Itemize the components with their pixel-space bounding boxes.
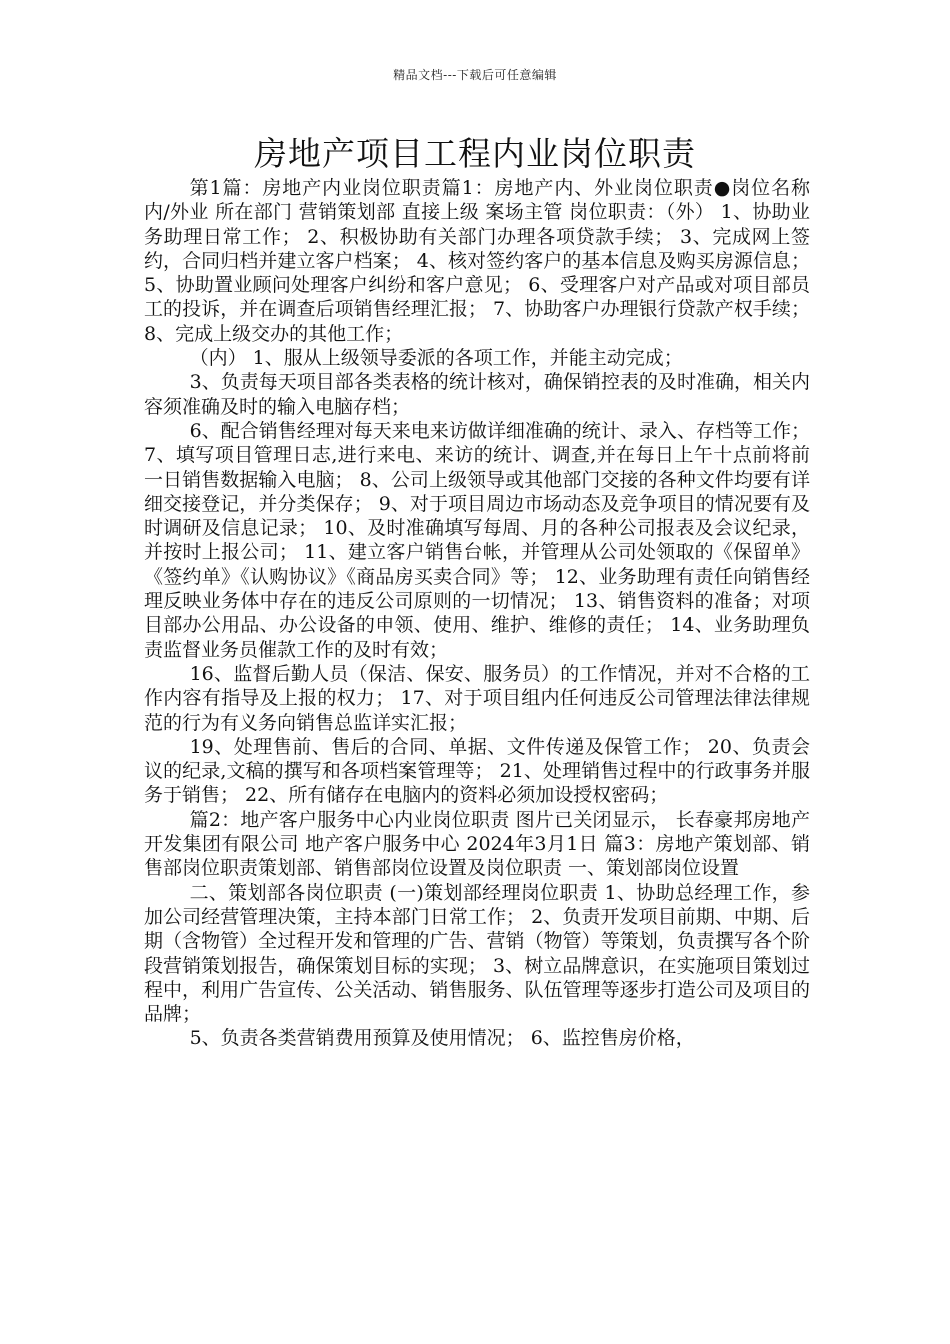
paragraph: 第1篇：房地产内业岗位职责篇1：房地产内、外业岗位职责●岗位名称 内/外业 所在部门 营销策划部 直接上级 案场主管 岗位职责：（外） 1、协助业务助理日常工作； 2、积极协助有关部门办理各项贷款手续； 3、完成网上签约，合同归档并建立客户档案； 4、核对签约客户的基本信息及购买房源信息； 5、协助置业顾问处理客户纠纷和客户意见； 6、受理客户对产品或对项目部员工的投诉，并在调查后项销售经理汇报； 7、协助客户办理银行贷款产权手续； 8、完成上级交办的其他工作； (144, 177, 810, 345)
paragraph: （内） 1、服从上级领导委派的各项工作，并能主动完成； (189, 347, 683, 370)
paragraph: 16、监督后勤人员（保洁、保安、服务员）的工作情况，并对不合格的工作内容有指导及上报的权力； 17、对于项目组内任何违反公司管理法律法律规范的行为有义务向销售总监详实汇报； (144, 662, 810, 734)
paragraph: 篇2：地产客户服务中心内业岗位职责 图片已关闭显示， 长春豪邦房地产开发集团有限公司 地产客户服务中心 2024年3月1日 篇3：房地产策划部、销售部岗位职责策划部、销售部岗位设置及岗位职责 一、策划部岗位设置 (144, 808, 810, 880)
paragraph: 5、负责各类营销费用预算及使用情况； 6、监控售房价格， (189, 1027, 695, 1050)
paragraph: 二、策划部各岗位职责 (一)策划部经理岗位职责 1、协助总经理工作，参加公司经营管理决策，主持本部门日常工作； 2、负责开发项目前期、中期、后期（含物管）全过程开发和管理的广告、营销（物管）等策划，负责撰写各个阶段营销策划报告，确保策划目标的实现； 3、树立品牌意识，在实施项目策划过程中，利用广告宣传、公关活动、销售服务、队伍管理等逐步打造公司及项目的品牌； (144, 881, 810, 1026)
paragraph: 19、处理售前、售后的合同、单据、文件传递及保管工作； 20、负责会议的纪录,文稿的撰写和各项档案管理等； 21、处理销售过程中的行政事务并服务于销售； 22、所有储存在电脑内的资料必须加设授权密码； (144, 735, 810, 807)
header-note: 精品文档---下载后可任意编辑 (393, 68, 557, 82)
paragraph: 3、负责每天项目部各类表格的统计核对，确保销控表的及时准确，相关内容须准确及时的输入电脑存档； (144, 371, 810, 418)
document-body (144, 176, 810, 1051)
paragraph: 6、配合销售经理对每天来电来访做详细准确的统计、录入、存档等工作； 7、填写项目管理日志,进行来电、来访的统计、调查,并在每日上午十点前将前一日销售数据输入电脑； 8、公司上级领导或其他部门交接的各种文件均要有详细交接登记，并分类保存； 9、对于项目周边市场动态及竞争项目的情况要有及时调研及信息记录； 10、及时准确填写每周、月的各种公司报表及会议纪录，并按时上报公司； 11、建立客户销售台帐，并管理从公司处领取的《保留单》《签约单》《认购协议》《商品房买卖合同》等； 12、业务助理有责任向销售经理反映业务体中存在的违反公司原则的一切情况； 13、销售资料的准备；对项目部办公用品、办公设备的申领、使用、维护、维修的责任； 14、业务助理负责监督业务员催款工作的及时有效； (144, 419, 810, 661)
document-title: 房地产项目工程内业岗位职责 (254, 134, 696, 173)
